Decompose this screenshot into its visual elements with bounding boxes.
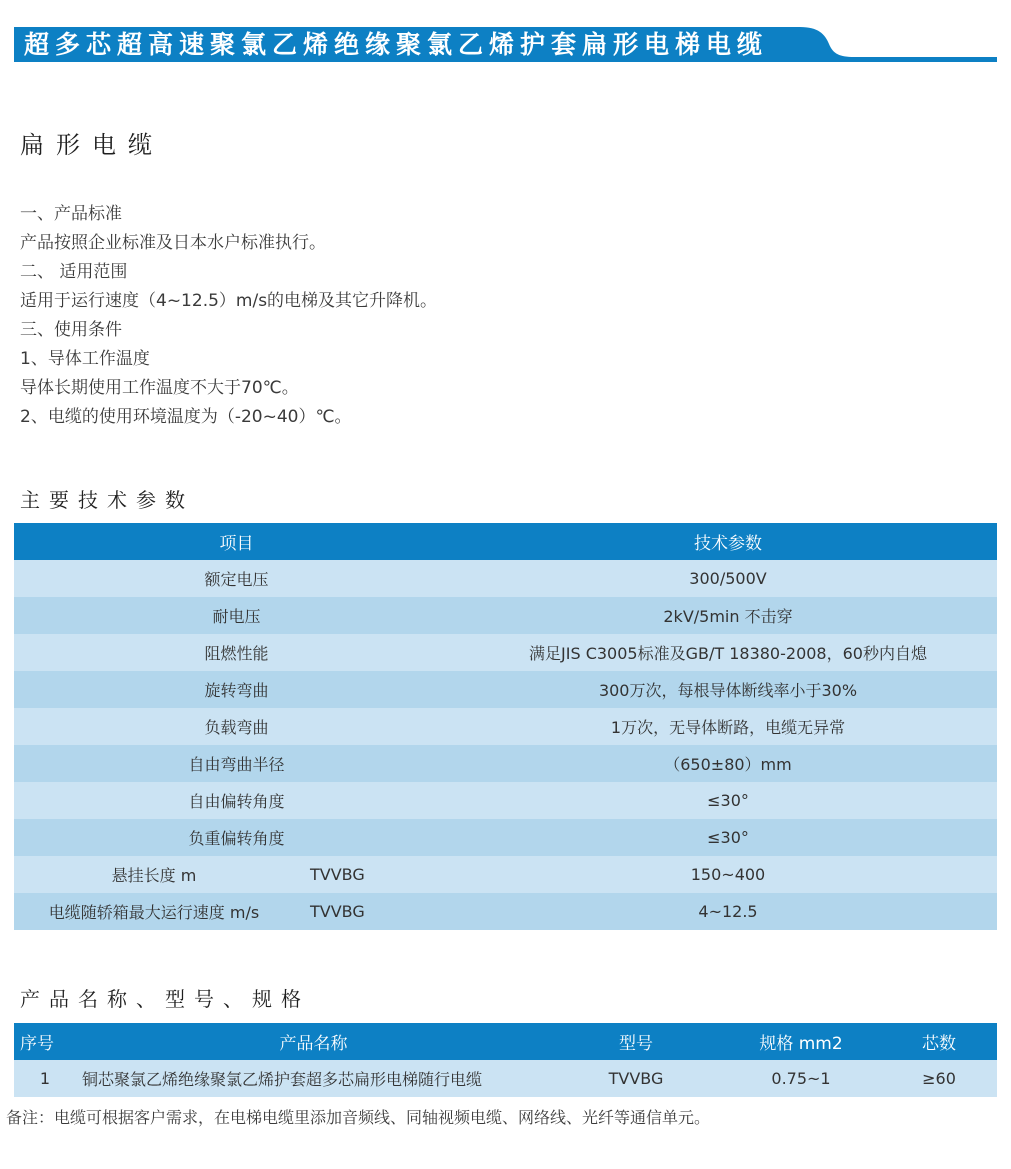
tech-cell-value: 2kV/5min 不击穿 (663, 607, 793, 626)
tech-params-table (14, 523, 997, 930)
tech-header-value: 技术参数 (694, 534, 762, 554)
tech-cell-item: 阻燃性能 (204, 644, 269, 663)
datasheet-page (0, 27, 1011, 1169)
product-header-spec: 规格 mm2 (759, 1034, 843, 1054)
intro-line: 导体长期使用工作温度不大于70℃。 (20, 378, 299, 398)
tech-cell-model: TVVBG (310, 865, 365, 884)
intro-line: 适用于运行速度（4~12.5）m/s的电梯及其它升降机。 (20, 291, 438, 311)
product-table-body (14, 1060, 997, 1097)
tech-cell-item: 旋转弯曲 (204, 681, 269, 700)
tech-params-heading: 主要技术参数 (20, 488, 194, 512)
intro-line: 三、使用条件 (20, 320, 122, 340)
product-cell-model: TVVBG (608, 1069, 664, 1088)
product-header-cores: 芯数 (922, 1034, 956, 1054)
products-heading: 产品名称、型号、规格 (20, 987, 310, 1011)
tech-cell-item: 自由弯曲半径 (188, 755, 285, 774)
tech-cell-value: ≤30° (707, 791, 749, 810)
intro-line: 产品按照企业标准及日本水户标准执行。 (20, 233, 326, 253)
page-title: 扁形电缆 (20, 131, 164, 159)
tech-cell-item: 额定电压 (204, 570, 269, 589)
table-row (14, 708, 997, 745)
product-cell-no: 1 (39, 1069, 51, 1088)
table-row (14, 856, 997, 893)
tech-cell-value: 4~12.5 (698, 902, 758, 921)
product-table (14, 1023, 997, 1097)
intro-line: 二、 适用范围 (20, 262, 128, 282)
product-header-model: 型号 (619, 1034, 653, 1054)
table-row (14, 782, 997, 819)
table-row (14, 1060, 997, 1097)
tech-cell-item: 电缆随轿箱最大运行速度 m/s (48, 903, 260, 922)
product-table-header-row (14, 1023, 997, 1060)
tech-cell-value: 150~400 (690, 865, 766, 884)
table-row (14, 560, 997, 597)
tech-cell-value: 满足JIS C3005标准及GB/T 18380-2008，60秒内自熄 (529, 644, 927, 663)
table-row (14, 745, 997, 782)
tech-cell-item: 耐电压 (212, 607, 261, 626)
tech-cell-model: TVVBG (310, 902, 365, 921)
intro-text (20, 200, 1011, 432)
header-banner (14, 27, 997, 62)
intro-line: 一、产品标准 (20, 204, 122, 224)
tech-cell-value: （650±80）mm (664, 755, 792, 774)
table-row (14, 634, 997, 671)
table-row (14, 893, 997, 930)
table-row (14, 671, 997, 708)
intro-line: 1、导体工作温度 (20, 349, 150, 369)
tech-table-body (14, 560, 997, 930)
table-row (14, 597, 997, 634)
tech-cell-item: 负载弯曲 (204, 718, 269, 737)
tech-cell-value: ≤30° (707, 828, 749, 847)
tech-cell-value: 300万次，每根导体断线率小于30% (598, 681, 858, 700)
intro-line: 2、电缆的使用环境温度为（-20~40）℃。 (20, 407, 352, 427)
product-header-name: 产品名称 (279, 1034, 348, 1054)
banner-title: 超多芯超高速聚氯乙烯绝缘聚氯乙烯护套扁形电梯电缆 (24, 29, 769, 59)
product-cell-name: 铜芯聚氯乙烯绝缘聚氯乙烯护套超多芯扁形电梯随行电缆 (82, 1070, 483, 1089)
tech-cell-value: 300/500V (689, 569, 767, 588)
tech-cell-item: 自由偏转角度 (188, 792, 285, 811)
remark-note: 备注：电缆可根据客户需求，在电梯电缆里添加音频线、同轴视频电缆、网络线、光纤等通信单元。 (6, 1108, 711, 1127)
table-row (14, 819, 997, 856)
tech-cell-value: 1万次，无导体断路，电缆无异常 (610, 718, 846, 737)
product-cell-cores: ≥60 (922, 1069, 956, 1088)
tech-table-header-row (14, 523, 997, 560)
product-header-no: 序号 (20, 1034, 54, 1054)
tech-cell-item: 悬挂长度 m (111, 866, 197, 885)
tech-header-item: 项目 (219, 534, 254, 554)
product-cell-spec: 0.75~1 (771, 1069, 831, 1088)
tech-cell-item: 负重偏转角度 (188, 829, 285, 848)
